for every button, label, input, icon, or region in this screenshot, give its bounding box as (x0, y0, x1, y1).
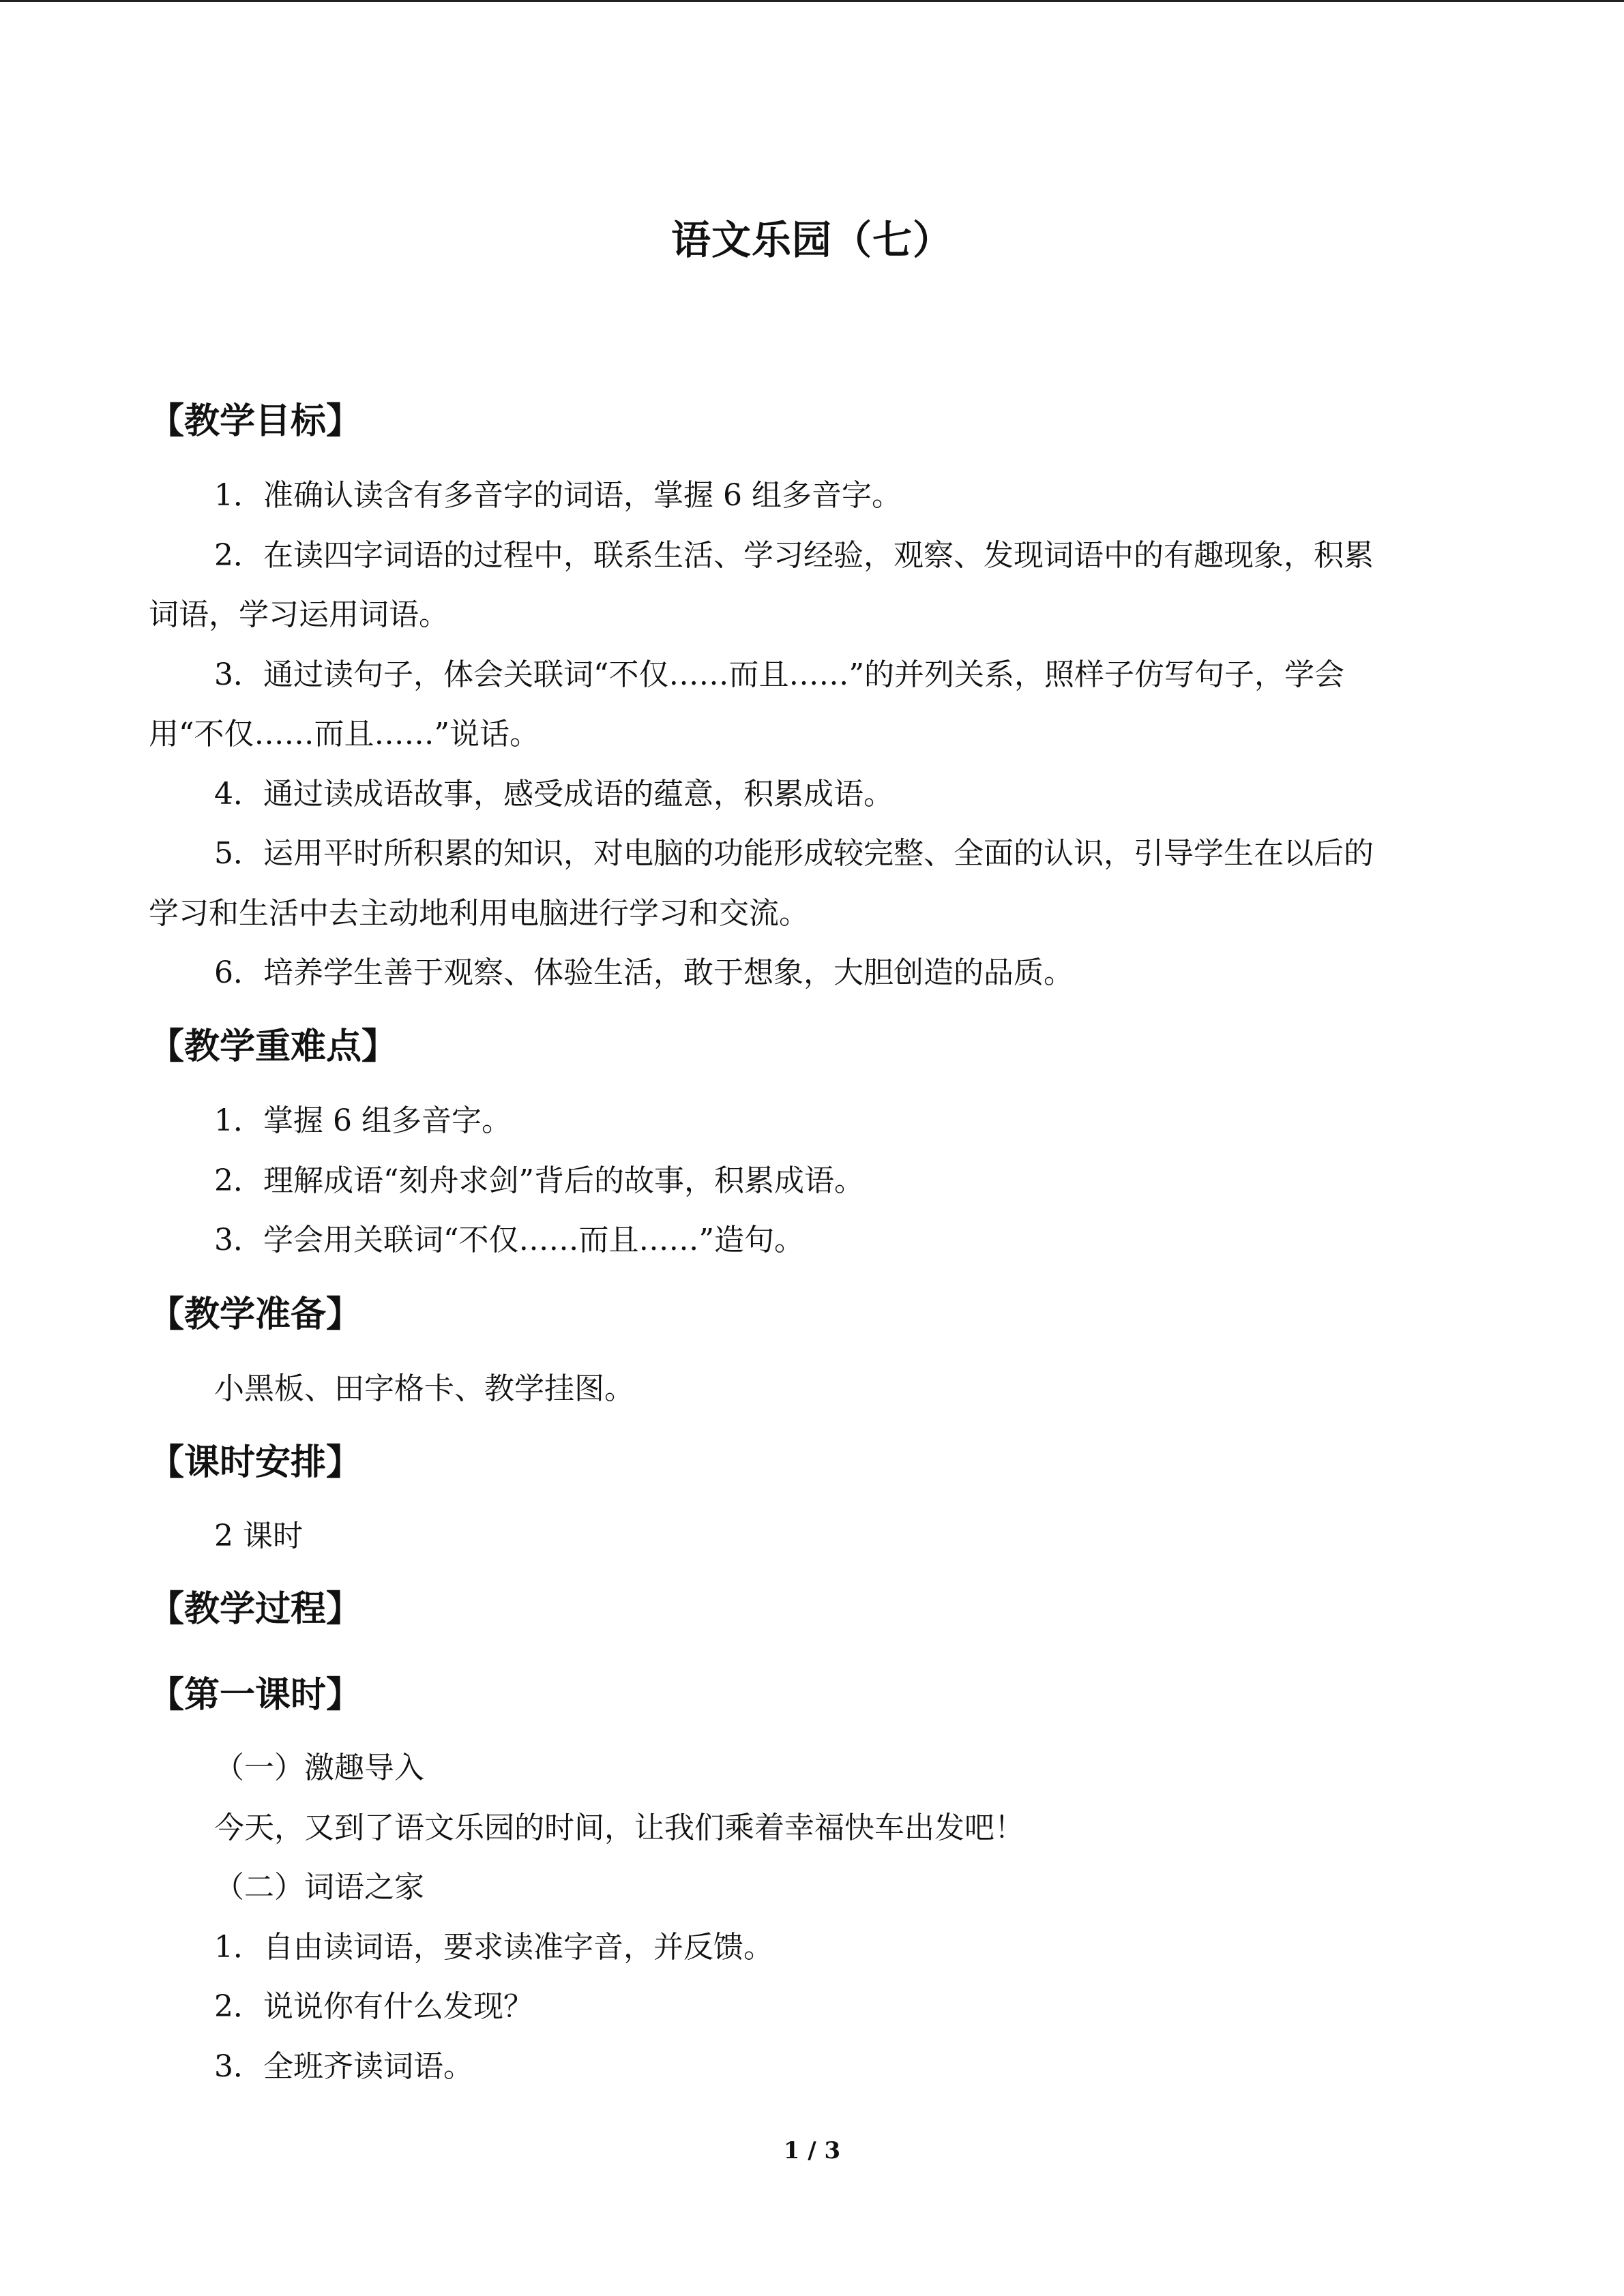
heading-first-lesson: 【第一课时】 (149, 1674, 362, 1716)
heading-objectives: 【教学目标】 (149, 400, 362, 442)
objective-item: 5．运用平时所积累的知识，对电脑的功能形成较完整、全面的认识，引导学生在以后的 (214, 836, 1374, 871)
document-title: 语文乐园（七） (670, 217, 953, 263)
lesson-text: 2．说说你有什么发现？ (214, 1989, 533, 2024)
lesson-step: （一）激趣导入 (214, 1750, 424, 1785)
objective-item-continuation: 学习和生活中去主动地利用电脑进行学习和交流。 (149, 896, 809, 931)
heading-process: 【教学过程】 (149, 1588, 362, 1630)
objective-item-continuation: 词语，学习运用词语。 (149, 597, 449, 632)
heading-key-points: 【教学重难点】 (149, 1026, 398, 1067)
key-point-item: 2．理解成语“刻舟求剑”背后的故事，积累成语。 (214, 1163, 864, 1198)
objective-item: 1．准确认读含有多音字的词语，掌握 6 组多音字。 (214, 478, 902, 513)
preparation-text: 小黑板、田字格卡、教学挂图。 (214, 1371, 634, 1406)
key-point-item: 1．掌握 6 组多音字。 (214, 1103, 512, 1138)
objective-item: 2．在读四字词语的过程中，联系生活、学习经验，观察、发现词语中的有趣现象，积累 (214, 538, 1374, 573)
heading-schedule: 【课时安排】 (149, 1442, 362, 1483)
objective-item-continuation: 用“不仅……而且……”说话。 (149, 717, 540, 751)
objective-item: 4．通过读成语故事，感受成语的蕴意，积累成语。 (214, 777, 894, 811)
lesson-text: 今天，又到了语文乐园的时间，让我们乘着幸福快车出发吧！ (214, 1810, 1024, 1845)
lesson-step: （二）词语之家 (214, 1870, 424, 1905)
key-point-item: 3．学会用关联词“不仅……而且……”造句。 (214, 1223, 804, 1257)
objective-item: 6．培养学生善于观察、体验生活，敢于想象，大胆创造的品质。 (214, 955, 1074, 990)
schedule-text: 2 课时 (214, 1519, 303, 1553)
lesson-text: 1．自由读词语，要求读准字音，并反馈。 (214, 1930, 773, 1965)
page-number: 1 / 3 (783, 2137, 841, 2164)
top-border-rule (0, 0, 1624, 2)
objective-item: 3．通过读句子，体会关联词“不仅……而且……”的并列关系，照样子仿写句子，学会 (214, 657, 1344, 692)
heading-preparation: 【教学准备】 (149, 1294, 362, 1335)
lesson-text: 3．全班齐读词语。 (214, 2049, 473, 2084)
